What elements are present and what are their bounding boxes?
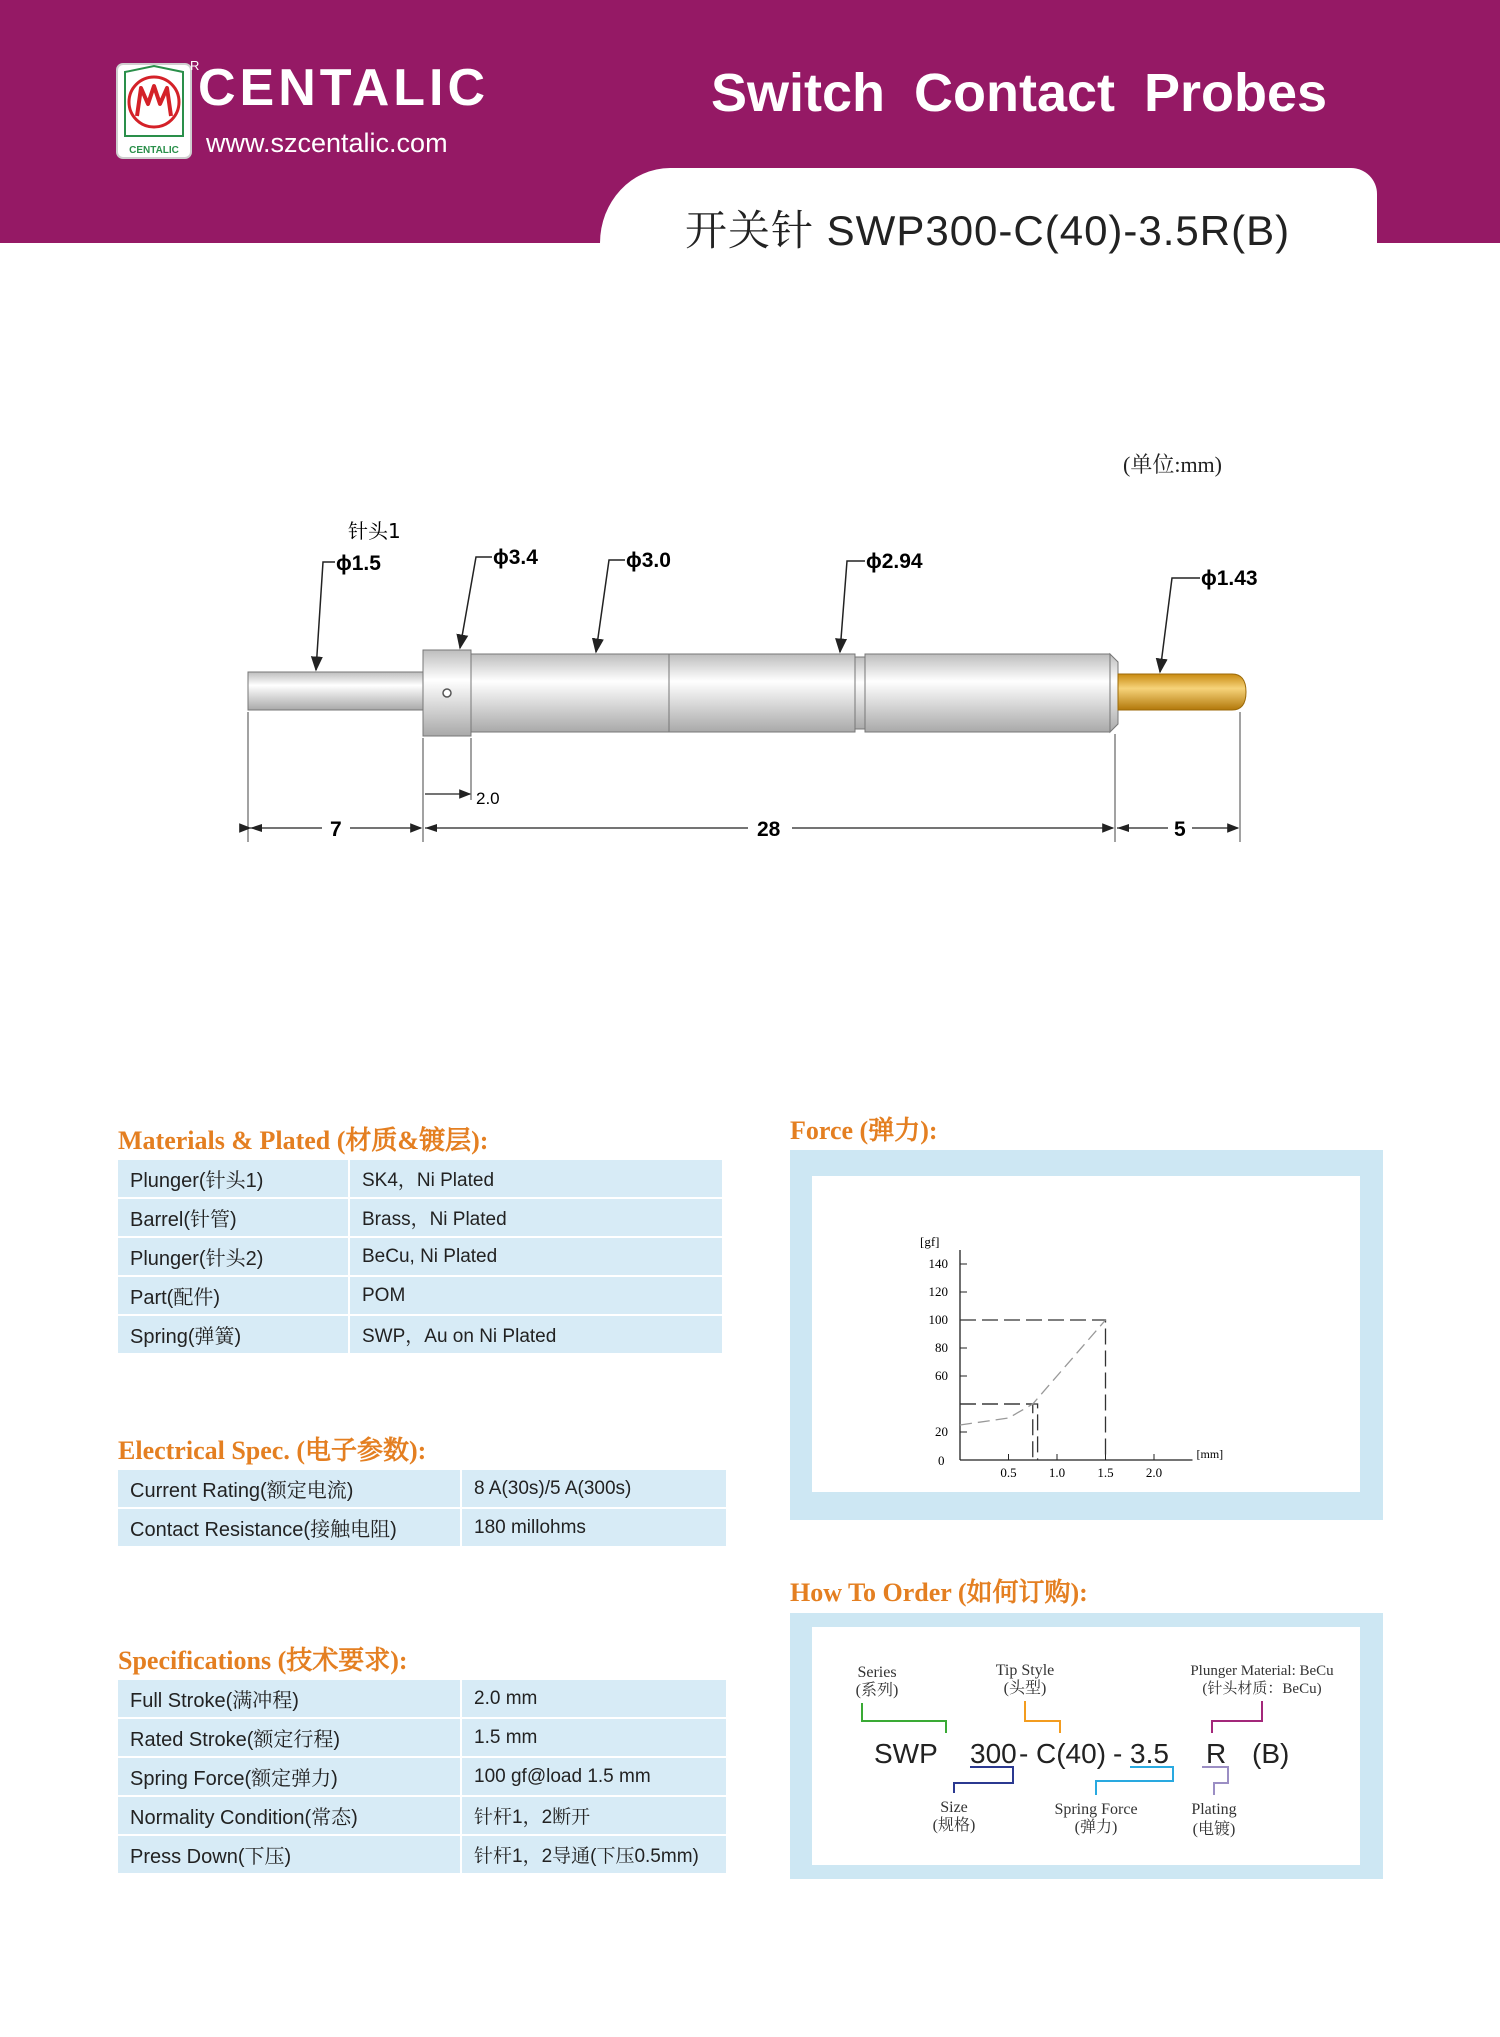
order-panel: [790, 1613, 1383, 1879]
dim-small: 2.0: [476, 789, 500, 808]
logo-text: CENTALIC: [129, 145, 179, 156]
electrical-table: [118, 1470, 728, 1548]
dim-len-mid: 28: [757, 818, 781, 841]
table-cell: Full Stroke(满冲程): [118, 1680, 461, 1718]
table-cell: 8 A(30s)/5 A(300s): [461, 1470, 727, 1508]
website-link[interactable]: www.szcentalic.com: [206, 128, 448, 158]
label-plunger-material: Plunger Material: BeCu: [1190, 1663, 1334, 1679]
label-size: Size: [940, 1799, 968, 1816]
table-cell: 针杆1，2导通(下压0.5mm): [461, 1835, 727, 1874]
order-diagram: [812, 1627, 1360, 1865]
table-cell: Barrel(针管): [118, 1198, 349, 1237]
probe-drawing: [0, 500, 1500, 860]
connector-size: [954, 1767, 1013, 1793]
code-part: -: [1019, 1738, 1029, 1769]
barrel: [471, 654, 1118, 732]
reference-line: [960, 1320, 1106, 1460]
table-cell: Part(配件): [118, 1276, 349, 1315]
table-cell: Spring Force(额定弹力): [118, 1757, 461, 1796]
table-cell: 针杆1，2断开: [461, 1796, 727, 1835]
y-tick-label: 120: [928, 1284, 948, 1299]
y-tick-label: 80: [935, 1340, 948, 1355]
force-chart-panel: [790, 1150, 1383, 1520]
x-tick-label: 2.0: [1145, 1465, 1163, 1480]
dim-d1: ϕ1.5: [336, 552, 381, 575]
reference-line: [960, 1404, 1033, 1460]
x-tick-label: 0.5: [1000, 1465, 1017, 1480]
y-axis-label: [gf]: [920, 1234, 940, 1249]
code-part: R: [1206, 1738, 1227, 1769]
code-part: -: [1113, 1738, 1123, 1769]
label-plating: Plating: [1191, 1801, 1237, 1818]
y-tick-label: 100: [928, 1312, 948, 1327]
origin-label: 0: [938, 1453, 945, 1468]
plunger-2: [1118, 674, 1246, 710]
dim-len-right: 5: [1174, 818, 1186, 841]
table-row: [118, 1757, 727, 1796]
table-cell: Current Rating(额定电流): [118, 1470, 461, 1508]
code-part: (B): [1252, 1738, 1290, 1769]
table-row: [118, 1237, 723, 1276]
table-row: [118, 1470, 727, 1508]
table-cell: Rated Stroke(额定行程): [118, 1718, 461, 1757]
order-area: [812, 1627, 1360, 1865]
centalic-logo-icon: [115, 58, 193, 162]
dim-len-left: 7: [330, 818, 342, 841]
unit-note: (单位:mm): [1123, 452, 1222, 477]
connector-series: [862, 1703, 946, 1733]
table-cell: Plunger(针头1): [118, 1160, 349, 1198]
table-cell: POM: [349, 1276, 723, 1315]
label-plunger-material-cn: (针头材质：BeCu): [1202, 1681, 1322, 1697]
x-tick-label: 1.5: [1097, 1465, 1114, 1480]
force-chart: [812, 1176, 1360, 1492]
dim-d4: ϕ2.94: [866, 550, 923, 573]
table-row: [118, 1315, 723, 1354]
specifications-table: [118, 1680, 728, 1875]
table-row: [118, 1198, 723, 1237]
dim-d3: ϕ3.0: [626, 549, 671, 572]
table-row: [118, 1835, 727, 1874]
table-row: [118, 1718, 727, 1757]
page-title: Switch Contact Probes: [711, 63, 1328, 123]
x-axis-label: [mm]: [1196, 1447, 1224, 1461]
table-cell: BeCu, Ni Plated: [349, 1237, 723, 1276]
table-cell: Spring(弹簧): [118, 1315, 349, 1354]
connector-tip-style: [1025, 1701, 1060, 1733]
code-part: C(40): [1036, 1738, 1107, 1769]
order-title: How To Order (如何订购):: [790, 1578, 1088, 1607]
table-cell: Contact Resistance(接触电阻): [118, 1508, 461, 1547]
brand-name: CENTALIC: [198, 59, 490, 117]
table-cell: Press Down(下压): [118, 1835, 461, 1874]
table-cell: SK4，Ni Plated: [349, 1160, 723, 1198]
code-part: SWP: [874, 1738, 938, 1769]
code-part: 300: [970, 1738, 1017, 1769]
product-code: 开关针 SWP300-C(40)-3.5R(B): [685, 207, 1291, 254]
table-row: [118, 1508, 727, 1547]
label-size-cn: (规格): [932, 1817, 976, 1834]
registered-mark: R: [190, 58, 200, 73]
label-spring-force: Spring Force: [1054, 1801, 1138, 1818]
table-row: [118, 1680, 727, 1718]
y-tick-label: 20: [935, 1424, 948, 1439]
table-row: [118, 1160, 723, 1198]
tip-label: 针头1: [348, 519, 401, 543]
table-row: [118, 1796, 727, 1835]
table-cell: 100 gf@load 1.5 mm: [461, 1757, 727, 1796]
force-chart-area: [812, 1176, 1360, 1492]
connector-plunger-material: [1212, 1701, 1262, 1733]
table-cell: 2.0 mm: [461, 1680, 727, 1718]
label-plating-cn: (电镀): [1192, 1821, 1236, 1838]
materials-table: [118, 1160, 724, 1355]
connector-spring-force: [1096, 1767, 1173, 1795]
table-cell: 180 millohms: [461, 1508, 727, 1547]
y-tick-label: 140: [928, 1256, 948, 1271]
reference-line: [960, 1404, 1038, 1460]
table-cell: 1.5 mm: [461, 1718, 727, 1757]
x-tick-label: 1.0: [1048, 1465, 1066, 1480]
table-cell: Brass，Ni Plated: [349, 1198, 723, 1237]
dim-d5: ϕ1.43: [1201, 567, 1258, 590]
collar-part: [423, 650, 471, 736]
connector-plating: [1202, 1767, 1228, 1795]
plunger-1: [248, 672, 423, 710]
label-spring-force-cn: (弹力): [1074, 1819, 1118, 1836]
code-part: 3.5: [1130, 1738, 1169, 1769]
table-cell: Normality Condition(常态): [118, 1796, 461, 1835]
table-cell: Plunger(针头2): [118, 1237, 349, 1276]
specifications-title: Specifications (技术要求):: [118, 1646, 408, 1675]
label-series-cn: (系列): [855, 1682, 899, 1699]
label-series: Series: [857, 1664, 897, 1681]
dim-d2: ϕ3.4: [493, 546, 538, 569]
force-title: Force (弹力):: [790, 1116, 938, 1145]
label-tip-style-cn: (头型): [1003, 1680, 1047, 1697]
materials-title: Materials & Plated (材质&镀层):: [118, 1126, 489, 1155]
electrical-title: Electrical Spec. (电子参数):: [118, 1436, 427, 1465]
label-tip-style: Tip Style: [995, 1662, 1055, 1679]
table-row: [118, 1276, 723, 1315]
y-tick-label: 60: [935, 1368, 948, 1383]
table-cell: SWP，Au on Ni Plated: [349, 1315, 723, 1354]
